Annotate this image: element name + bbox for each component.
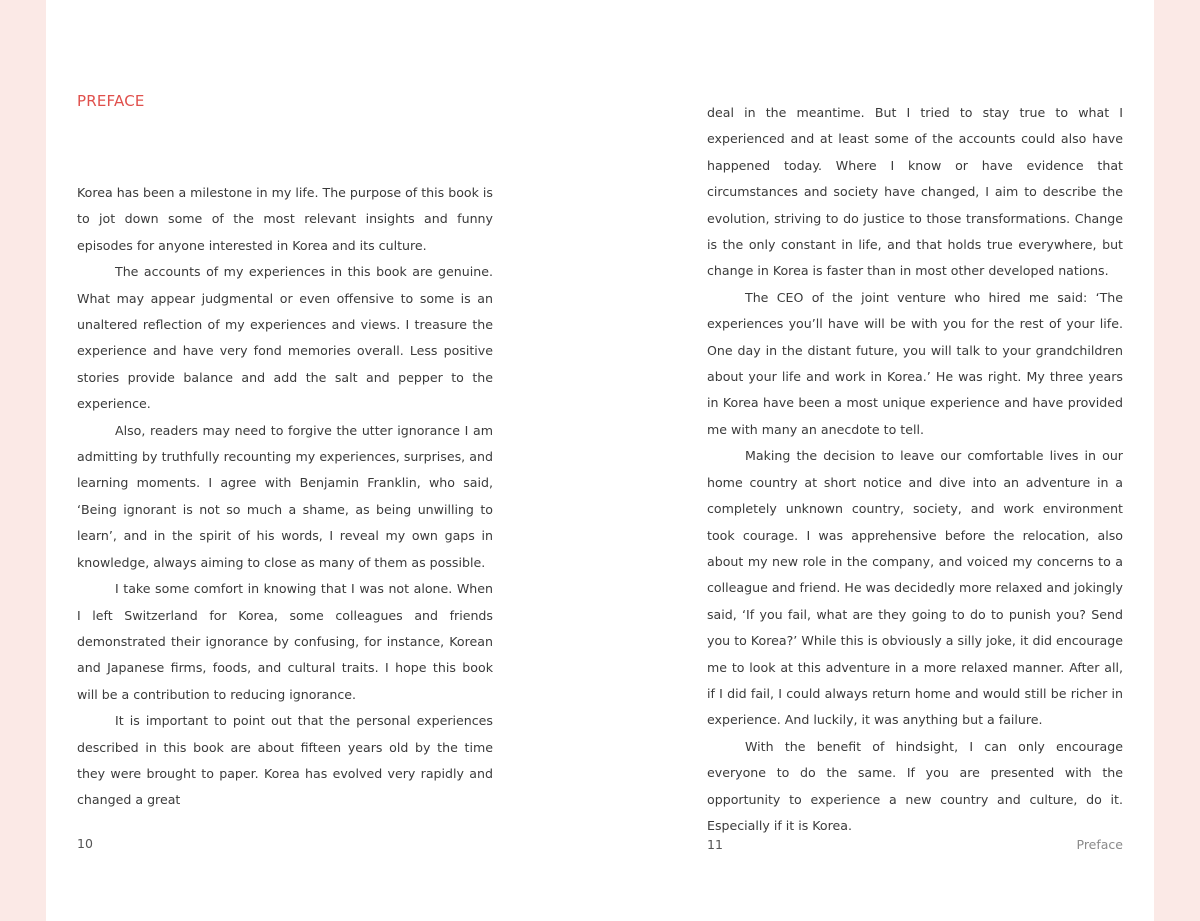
paragraph: Also, readers may need to forgive the utter ignorance I am admitting by truthfully recounting my experiences, surprises, and learning moments. I agree with Benjamin Franklin, who said, ‘Being ignorant is not so much a shame, as being unwilling to learn’, and in the spirit of his words, I reveal my own gaps in knowledge, always aiming to close as many of them as possible. [77,422,493,570]
paragraph: I take some comfort in knowing that I was not alone. When I left Switzerland for Korea, some colleagues and friends demonstrated their ignorance by confusing, for instance, Korean and Japanese firms, foods, and cultural traits. I hope this book will be a contribution to reducing ignorance. [77,581,493,702]
page-number-right: 11 [707,837,723,852]
paragraph: The CEO of the joint venture who hired me said: ‘The experiences you’ll have will be with you for the rest of your life. One day in the distant future, you will talk to your grandchildren about your life and work in Korea.’ He was right. My three years in Korea have been a most unique experience and have provided me with many an anecdote to tell. [707,289,1123,437]
paragraph: The accounts of my experiences in this book are genuine. What may appear judgmental or even offensive to some is an unaltered reflection of my experiences and views. I treasure the experience and have very fond memories overall. Less positive stories provide balance and add the salt and pepper to the experience. [77,264,493,412]
page-number-left: 10 [77,836,93,851]
paragraph: It is important to point out that the personal experiences described in this book are about fifteen years old by the time they were brought to paper. Korea has evolved very rapidly and changed a great [77,713,493,808]
paragraph: deal in the meantime. But I tried to stay true to what I experienced and at least some of the accounts could also have happened today. Where I know or have evidence that circumstances and society have changed, I aim to describe the evolution, striving to do justice to those transformations. Change is the only constant in life, and that holds true everywhere, but change in Korea is faster than in most other developed nations. [707,105,1123,279]
right-page-body [707,100,1123,839]
paragraph: Making the decision to leave our comfortable lives in our home country at short notice and dive into an adventure in a completely unknown country, society, and work environment took courage. I was apprehensive before the relocation, also about my new role in the company, and voiced my concerns to a colleague and friend. He was decidedly more relaxed and jokingly said, ‘If you fail, what are they going to do to punish you? Send you to Korea?’ While this is obviously a silly joke, it did encourage me to look at this adventure in a more relaxed manner. After all, if I did fail, I could always return home and would still be richer in experience. And luckily, it was anything but a failure. [707,448,1123,728]
left-page [46,0,600,921]
running-head: Preface [1076,837,1123,852]
paragraph: With the benefit of hindsight, I can only encourage everyone to do the same. If you are presented with the opportunity to experience a new country and culture, do it. Especially if it is Korea. [707,738,1123,833]
left-page-body [77,180,493,814]
book-spread [46,0,1154,921]
right-page [600,0,1154,921]
chapter-title: PREFACE [77,92,145,110]
paragraph: Korea has been a milestone in my life. The purpose of this book is to jot down some of the most relevant insights and funny episodes for anyone interested in Korea and its culture. [77,185,493,253]
